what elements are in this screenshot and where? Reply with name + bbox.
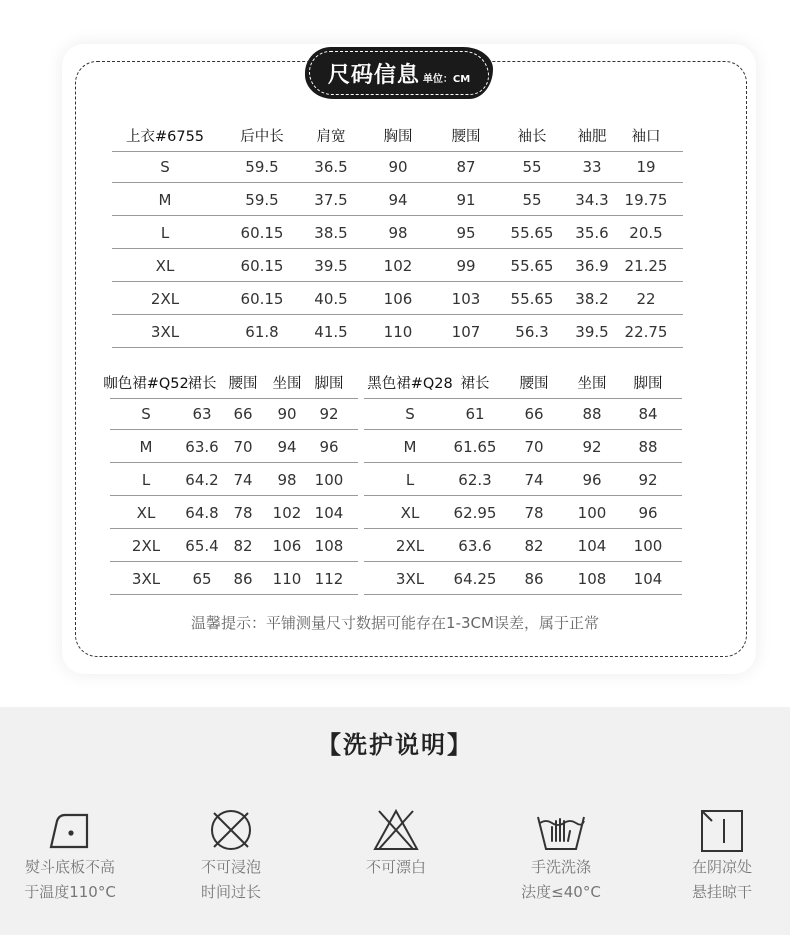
left_table-cell-1-4: 96 — [319, 438, 339, 456]
top_table-row-divider-0 — [112, 182, 683, 183]
left_table-cell-0-0: S — [141, 405, 151, 423]
right_table-row-divider-3 — [364, 528, 682, 529]
right_table-cell-1-4: 88 — [638, 438, 658, 456]
top_table-cell-1-0: M — [158, 191, 172, 209]
left_table-cell-1-0: M — [139, 438, 153, 456]
top_table-cell-2-5: 55.65 — [510, 224, 554, 242]
right_table-cell-5-1: 64.25 — [453, 570, 497, 588]
left_table-row-divider-3 — [110, 528, 358, 529]
care-label-no-soak-1: 不可浸泡 — [200, 858, 261, 876]
right_table-cell-5-3: 108 — [577, 570, 607, 588]
care-label-hand-wash-2: 法度≤40°C — [521, 883, 601, 901]
size-info-badge — [305, 47, 493, 99]
right_table-cell-5-0: 3XL — [395, 570, 425, 588]
right_table-cell-3-0: XL — [400, 504, 420, 522]
top_table-cell-4-7: 22 — [636, 290, 656, 308]
top_table-cell-4-2: 40.5 — [314, 290, 348, 308]
left_table-cell-3-2: 78 — [233, 504, 253, 522]
top_table-cell-1-6: 34.3 — [575, 191, 609, 209]
top_table-cell-4-1: 60.15 — [240, 290, 284, 308]
left_table-cell-5-1: 65 — [192, 570, 212, 588]
right_table-cell-1-3: 92 — [582, 438, 602, 456]
shade-dry-icon — [697, 807, 747, 853]
left_table-cell-4-1: 65.4 — [185, 537, 219, 555]
care-item-no-soak — [161, 807, 301, 903]
left_table-cell-0-3: 90 — [277, 405, 297, 423]
badge-dashed-outline — [309, 51, 489, 95]
left_table-cell-3-0: XL — [136, 504, 156, 522]
top_table-header-7: 袖口 — [631, 129, 661, 145]
top_table-cell-2-3: 98 — [388, 224, 408, 242]
top_table-cell-1-2: 37.5 — [314, 191, 348, 209]
left_table-header-1: 裙长 — [187, 376, 217, 392]
left_table-cell-1-1: 63.6 — [185, 438, 219, 456]
right_table-cell-4-0: 2XL — [395, 537, 425, 555]
right_table-cell-0-2: 66 — [524, 405, 544, 423]
care-label-no-bleach-1: 不可漂白 — [365, 858, 426, 876]
right_table-cell-3-2: 78 — [524, 504, 544, 522]
top_table-cell-3-4: 99 — [456, 257, 476, 275]
hand-wash-icon — [534, 807, 588, 853]
left_table-cell-5-0: 3XL — [131, 570, 161, 588]
left_table-cell-3-4: 104 — [314, 504, 344, 522]
top_table-cell-0-0: S — [160, 158, 170, 176]
right_table-cell-2-2: 74 — [524, 471, 544, 489]
top_table-cell-5-2: 41.5 — [314, 323, 348, 341]
size-unit-label: 单位：CM — [422, 73, 471, 85]
care-section — [0, 707, 790, 935]
right_table-cell-5-2: 86 — [524, 570, 544, 588]
right_table-cell-4-1: 63.6 — [458, 537, 492, 555]
left_table-header-4: 脚围 — [314, 376, 344, 392]
right_table-header-2: 腰围 — [519, 376, 549, 392]
top_table-cell-3-0: XL — [155, 257, 175, 275]
right_table-cell-3-1: 62.95 — [453, 504, 497, 522]
top_table-row-divider-5 — [112, 347, 683, 348]
top_table-cell-1-1: 59.5 — [245, 191, 279, 209]
left_table-row-divider-5 — [110, 594, 358, 595]
top_table-cell-3-3: 102 — [383, 257, 413, 275]
top_table-cell-0-5: 55 — [522, 158, 542, 176]
left_table-header-3: 坐围 — [272, 376, 302, 392]
top_table-cell-0-4: 87 — [456, 158, 476, 176]
left_table-cell-2-4: 100 — [314, 471, 344, 489]
top_table-cell-4-0: 2XL — [150, 290, 180, 308]
left_table-cell-4-2: 82 — [233, 537, 253, 555]
top_table-cell-0-2: 36.5 — [314, 158, 348, 176]
left_table-cell-5-3: 110 — [272, 570, 302, 588]
care-item-iron — [0, 807, 140, 903]
left_table-cell-4-4: 108 — [314, 537, 344, 555]
left_table-row-divider-2 — [110, 495, 358, 496]
left_table-cell-2-0: L — [141, 471, 151, 489]
top_table-cell-2-0: L — [160, 224, 170, 242]
top_table-cell-0-3: 90 — [388, 158, 408, 176]
top_table-cell-1-3: 94 — [388, 191, 408, 209]
top_table-cell-4-4: 103 — [451, 290, 481, 308]
right_table-header-4: 脚围 — [633, 376, 663, 392]
right_table-cell-0-4: 84 — [638, 405, 658, 423]
right_table-cell-1-2: 70 — [524, 438, 544, 456]
care-item-shade-dry — [652, 807, 790, 903]
top_table-cell-0-7: 19 — [636, 158, 656, 176]
top_table-cell-3-7: 21.25 — [624, 257, 668, 275]
left_table-cell-4-3: 106 — [272, 537, 302, 555]
right_table-cell-0-3: 88 — [582, 405, 602, 423]
left_table-cell-2-1: 64.2 — [185, 471, 219, 489]
top_table-cell-0-1: 59.5 — [245, 158, 279, 176]
top_table-cell-5-5: 56.3 — [515, 323, 549, 341]
right_table-cell-1-1: 61.65 — [453, 438, 497, 456]
top_table-cell-5-6: 39.5 — [575, 323, 609, 341]
left_table-header-0: 咖色裙#Q52 — [103, 376, 189, 392]
right_table-cell-2-3: 96 — [582, 471, 602, 489]
no-bleach-icon — [371, 807, 421, 853]
right_table-cell-2-0: L — [405, 471, 415, 489]
left_table-cell-5-2: 86 — [233, 570, 253, 588]
top_table-cell-2-1: 60.15 — [240, 224, 284, 242]
top_table-cell-3-6: 36.9 — [575, 257, 609, 275]
right_table-row-divider-1 — [364, 462, 682, 463]
right_table-cell-0-0: S — [405, 405, 415, 423]
top_table-header-5: 袖长 — [517, 129, 547, 145]
top_table-header-3: 胸围 — [383, 129, 413, 145]
left_table-divider — [110, 398, 358, 399]
top_table-row-divider-1 — [112, 215, 683, 216]
right_table-divider — [364, 398, 682, 399]
right_table-cell-2-4: 92 — [638, 471, 658, 489]
right_table-cell-3-4: 96 — [638, 504, 658, 522]
left_table-cell-2-2: 74 — [233, 471, 253, 489]
care-title: 【洗护说明】 — [317, 731, 473, 759]
care-label-shade-dry-1: 在阴凉处 — [691, 858, 752, 876]
left_table-cell-0-1: 63 — [192, 405, 212, 423]
top_table-cell-4-3: 106 — [383, 290, 413, 308]
iron-icon — [45, 807, 95, 853]
no-soak-icon — [206, 807, 256, 853]
right_table-row-divider-2 — [364, 495, 682, 496]
care-item-hand-wash — [491, 807, 631, 903]
right_table-cell-3-3: 100 — [577, 504, 607, 522]
top_table-cell-1-7: 19.75 — [624, 191, 668, 209]
right_table-row-divider-0 — [364, 429, 682, 430]
right_table-cell-1-0: M — [403, 438, 417, 456]
top_table-cell-4-5: 55.65 — [510, 290, 554, 308]
left_table-cell-2-3: 98 — [277, 471, 297, 489]
top_table-cell-1-5: 55 — [522, 191, 542, 209]
left_table-cell-0-4: 92 — [319, 405, 339, 423]
care-label-iron-1: 熨斗底板不高 — [24, 858, 115, 876]
care-item-no-bleach — [326, 807, 466, 882]
right_table-header-1: 裙长 — [460, 376, 490, 392]
top_table-cell-2-2: 38.5 — [314, 224, 348, 242]
right_table-cell-5-4: 104 — [633, 570, 663, 588]
top_table-header-4: 腰围 — [451, 129, 481, 145]
right_table-cell-4-3: 104 — [577, 537, 607, 555]
top_table-cell-5-4: 107 — [451, 323, 481, 341]
measurement-note: 温馨提示：平铺测量尺寸数据可能存在1-3CM误差，属于正常 — [191, 614, 599, 632]
top_table-row-divider-2 — [112, 248, 683, 249]
care-label-iron-2: 于温度110°C — [24, 883, 116, 901]
top_table-header-6: 袖肥 — [577, 129, 607, 145]
top_table-header-0: 上衣#6755 — [125, 129, 205, 145]
right_table-cell-0-1: 61 — [465, 405, 485, 423]
care-label-no-soak-2: 时间过长 — [200, 883, 261, 901]
top_table-cell-5-3: 110 — [383, 323, 413, 341]
left_table-cell-1-2: 70 — [233, 438, 253, 456]
left_table-cell-3-1: 64.8 — [185, 504, 219, 522]
top_table-cell-3-2: 39.5 — [314, 257, 348, 275]
left_table-row-divider-4 — [110, 561, 358, 562]
right_table-row-divider-5 — [364, 594, 682, 595]
left_table-row-divider-0 — [110, 429, 358, 430]
top_table-cell-2-6: 35.6 — [575, 224, 609, 242]
left_table-cell-4-0: 2XL — [131, 537, 161, 555]
left_table-cell-0-2: 66 — [233, 405, 253, 423]
top_table-cell-0-6: 33 — [582, 158, 602, 176]
top_table-cell-5-7: 22.75 — [624, 323, 668, 341]
top_table-header-2: 肩宽 — [316, 129, 346, 145]
left_table-header-2: 腰围 — [228, 376, 258, 392]
top_table-cell-3-1: 60.15 — [240, 257, 284, 275]
left_table-cell-3-3: 102 — [272, 504, 302, 522]
left_table-row-divider-1 — [110, 462, 358, 463]
left_table-cell-1-3: 94 — [277, 438, 297, 456]
top_table-cell-2-7: 20.5 — [629, 224, 663, 242]
top_table-cell-4-6: 38.2 — [575, 290, 609, 308]
left_table-cell-5-4: 112 — [314, 570, 344, 588]
size-info-title: 尺码信息 — [327, 62, 420, 88]
right_table-header-3: 坐围 — [577, 376, 607, 392]
right_table-row-divider-4 — [364, 561, 682, 562]
top_table-row-divider-4 — [112, 314, 683, 315]
top_table-cell-2-4: 95 — [456, 224, 476, 242]
top_table-header-1: 后中长 — [240, 129, 284, 145]
right_table-cell-2-1: 62.3 — [458, 471, 492, 489]
top_table-row-divider-3 — [112, 281, 683, 282]
top_table-cell-5-1: 61.8 — [245, 323, 279, 341]
top_table-cell-5-0: 3XL — [150, 323, 180, 341]
top_table-divider — [112, 151, 683, 152]
right_table-cell-4-4: 100 — [633, 537, 663, 555]
right_table-header-0: 黑色裙#Q28 — [367, 376, 453, 392]
top_table-cell-3-5: 55.65 — [510, 257, 554, 275]
right_table-cell-4-2: 82 — [524, 537, 544, 555]
care-label-shade-dry-2: 悬挂晾干 — [691, 883, 752, 901]
care-label-hand-wash-1: 手洗洗涤 — [530, 858, 591, 876]
top_table-cell-1-4: 91 — [456, 191, 476, 209]
